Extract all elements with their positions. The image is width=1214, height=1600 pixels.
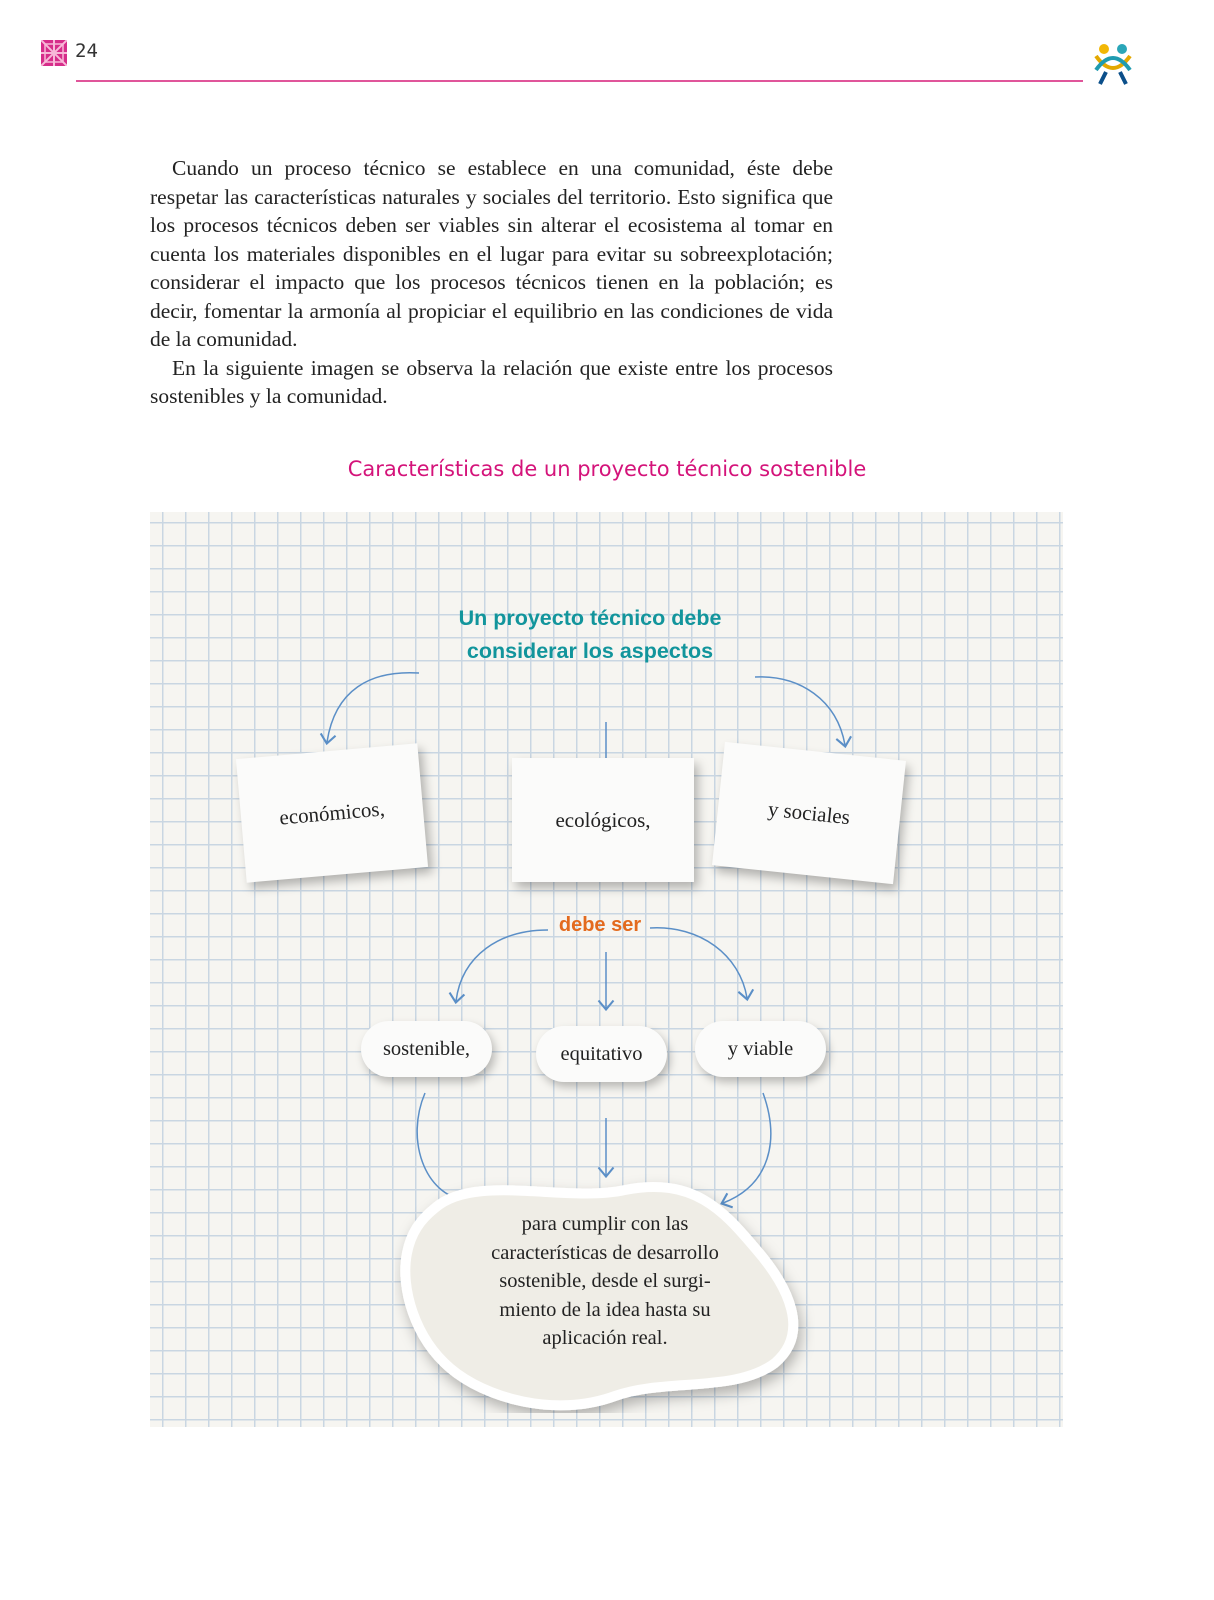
conclusion-line: aplicación real. xyxy=(542,1327,668,1349)
heading-line: considerar los aspectos xyxy=(466,639,714,663)
conclusion-line: miento de la idea hasta su xyxy=(499,1298,711,1321)
heading-line: Un proyecto técnico debe xyxy=(458,606,722,630)
aspect-card-economic xyxy=(236,743,428,882)
aspect-label: y sociales xyxy=(766,796,852,829)
logo-icon xyxy=(1090,40,1136,86)
conclusion-line: para cumplir con las xyxy=(521,1213,689,1235)
conclusion-line: sostenible, desde el surgi- xyxy=(499,1270,711,1292)
aspect-label: económicos, xyxy=(278,795,386,830)
figure-title: Características de un proyecto técnico sostenible xyxy=(347,457,867,481)
quality-pill-viable xyxy=(695,1021,826,1077)
quality-label: y viable xyxy=(727,1037,794,1060)
aspect-card-social xyxy=(712,742,906,884)
quality-pill-sustainable xyxy=(361,1021,492,1077)
diagram-heading xyxy=(400,602,780,668)
quality-label: sostenible, xyxy=(382,1037,471,1060)
header-rule xyxy=(76,80,1083,82)
quality-label: equitativo xyxy=(560,1042,643,1065)
paragraph: En la siguiente imagen se observa la relación que existe entre los procesos sostenibles y la comunidad. xyxy=(150,355,833,408)
connector-label: debe ser xyxy=(558,914,642,936)
conclusion-line: características de desarrollo xyxy=(491,1241,719,1264)
aspect-card-ecological xyxy=(512,758,694,882)
page-number: 24 xyxy=(75,40,98,62)
paragraph: Cuando un proceso técnico se establece en una comunidad, éste debe respetar las características naturales y sociales del territorio. Esto significa que los procesos técnicos deben ser viables sin alterar el ecosistema al tomar en cuenta los materiales disponibles en el lugar para evitar su sobreexplotación; considerar el impacto que los procesos técnicos tienen en la población; es decir, fomentar la armonía al propiciar el equilibrio en las condiciones de vida de la comunidad. xyxy=(150,156,833,351)
quality-pill-equitable xyxy=(536,1026,667,1082)
conclusion-text xyxy=(450,1210,760,1353)
aspect-label: ecológicos, xyxy=(555,807,651,832)
pattern-icon xyxy=(41,40,67,66)
body-text xyxy=(150,154,833,411)
